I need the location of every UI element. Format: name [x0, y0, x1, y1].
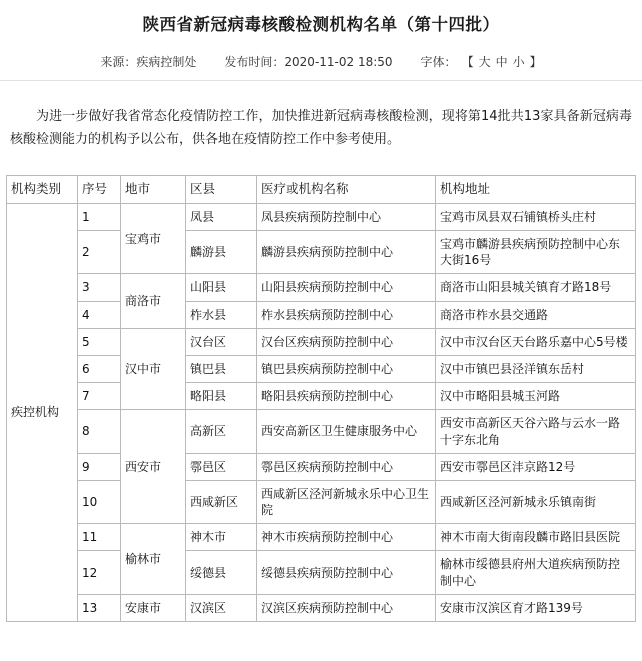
table-row: [7, 383, 636, 410]
cell-city: 商洛市: [121, 274, 186, 328]
cell-no: 13: [78, 594, 121, 621]
cell-no: 11: [78, 524, 121, 551]
cell-city: 榆林市: [121, 524, 186, 595]
cell-no: 9: [78, 453, 121, 480]
cell-addr: 安康市汉滨区育才路139号: [436, 594, 636, 621]
cell-city: 西安市: [121, 410, 186, 524]
cell-no: 7: [78, 383, 121, 410]
cell-city: 宝鸡市: [121, 203, 186, 274]
table-row: [7, 480, 636, 523]
institution-table: [6, 175, 636, 622]
table-header-row: [7, 175, 636, 203]
cell-county: 麟游县: [186, 231, 257, 274]
cell-addr: 汉中市略阳县城玉河路: [436, 383, 636, 410]
cell-county: 鄠邑区: [186, 453, 257, 480]
cell-addr: 神木市南大街南段麟市路旧县医院: [436, 524, 636, 551]
cell-county: 汉台区: [186, 328, 257, 355]
bracket-right: 】: [529, 55, 542, 70]
fontsize-label: 字体：: [420, 55, 457, 70]
cell-county: 凤县: [186, 203, 257, 230]
publish-meta: [224, 53, 392, 70]
table-row: [7, 231, 636, 274]
cell-county: 西咸新区: [186, 480, 257, 523]
cell-county: 高新区: [186, 410, 257, 453]
table-row: [7, 453, 636, 480]
cell-org: 镇巴县疾病预防控制中心: [257, 355, 436, 382]
cell-org: 西安高新区卫生健康服务中心: [257, 410, 436, 453]
table-row: [7, 203, 636, 230]
col-header-no: 序号: [78, 175, 121, 203]
font-size-control[interactable]: [421, 53, 542, 70]
cell-org: 汉台区疾病预防控制中心: [257, 328, 436, 355]
table-row: [7, 328, 636, 355]
table-row: [7, 551, 636, 594]
cell-org: 汉滨区疾病预防控制中心: [257, 594, 436, 621]
cell-org: 神木市疾病预防控制中心: [257, 524, 436, 551]
font-size-large[interactable]: 大: [478, 55, 491, 70]
page-title: 陕西省新冠病毒核酸检测机构名单（第十四批）: [142, 15, 500, 34]
cell-no: 6: [78, 355, 121, 382]
cell-category: 疾控机构: [7, 203, 78, 621]
publish-label: 发布时间：: [224, 55, 285, 70]
table-body: [7, 203, 636, 621]
col-header-category: 机构类别: [7, 175, 78, 203]
table-header: [7, 175, 636, 203]
cell-addr: 宝鸡市麟游县疾病预防控制中心东大街16号: [436, 231, 636, 274]
table-row: [7, 594, 636, 621]
cell-org: 鄠邑区疾病预防控制中心: [257, 453, 436, 480]
cell-org: 麟游县疾病预防控制中心: [257, 231, 436, 274]
cell-no: 10: [78, 480, 121, 523]
col-header-addr: 机构地址: [436, 175, 636, 203]
cell-county: 汉滨区: [186, 594, 257, 621]
cell-city: 汉中市: [121, 328, 186, 410]
font-size-medium[interactable]: 中: [495, 55, 508, 70]
cell-addr: 西安市高新区天谷六路与云水一路十字东北角: [436, 410, 636, 453]
cell-org: 西咸新区泾河新城永乐中心卫生院: [257, 480, 436, 523]
col-header-city: 地市: [121, 175, 186, 203]
table-row: [7, 410, 636, 453]
title-bar: [0, 0, 642, 45]
cell-no: 12: [78, 551, 121, 594]
cell-no: 2: [78, 231, 121, 274]
source-value: 疾病控制处: [136, 55, 197, 70]
table-row: [7, 355, 636, 382]
cell-org: 山阳县疾病预防控制中心: [257, 274, 436, 301]
cell-addr: 西咸新区泾河新城永乐镇南街: [436, 480, 636, 523]
cell-county: 绥德县: [186, 551, 257, 594]
cell-county: 山阳县: [186, 274, 257, 301]
intro-paragraph: 为进一步做好我省常态化疫情防控工作，加快推进新冠病毒核酸检测，现将第14批共13家具备新冠病毒核酸检测能力的机构予以公布，供各地在疫情防控工作中参考使用。: [10, 109, 632, 148]
cell-addr: 西安市鄠邑区沣京路12号: [436, 453, 636, 480]
meta-bar: [0, 45, 642, 81]
cell-org: 绥德县疾病预防控制中心: [257, 551, 436, 594]
cell-addr: 商洛市山阳县城关镇育才路18号: [436, 274, 636, 301]
cell-no: 3: [78, 274, 121, 301]
cell-city: 安康市: [121, 594, 186, 621]
publish-value: 2020-11-02 18:50: [284, 55, 393, 70]
cell-addr: 汉中市镇巴县泾洋镇东岳村: [436, 355, 636, 382]
col-header-org: 医疗或机构名称: [257, 175, 436, 203]
cell-no: 5: [78, 328, 121, 355]
cell-addr: 宝鸡市凤县双石铺镇桥头庄村: [436, 203, 636, 230]
cell-county: 柞水县: [186, 301, 257, 328]
font-size-small[interactable]: 小: [512, 55, 525, 70]
table-row: [7, 301, 636, 328]
cell-addr: 榆林市绥德县府州大道疾病预防控制中心: [436, 551, 636, 594]
source-meta: [100, 53, 196, 70]
bracket-left: 【: [461, 55, 474, 70]
cell-county: 镇巴县: [186, 355, 257, 382]
cell-no: 8: [78, 410, 121, 453]
col-header-county: 区县: [186, 175, 257, 203]
table-row: [7, 274, 636, 301]
cell-county: 神木市: [186, 524, 257, 551]
cell-no: 1: [78, 203, 121, 230]
document-body: [0, 94, 642, 622]
cell-org: 柞水县疾病预防控制中心: [257, 301, 436, 328]
cell-county: 略阳县: [186, 383, 257, 410]
cell-addr: 商洛市柞水县交通路: [436, 301, 636, 328]
table-row: [7, 524, 636, 551]
source-label: 来源：: [100, 55, 137, 70]
cell-org: 略阳县疾病预防控制中心: [257, 383, 436, 410]
cell-org: 凤县疾病预防控制中心: [257, 203, 436, 230]
cell-no: 4: [78, 301, 121, 328]
cell-addr: 汉中市汉台区天台路乐嘉中心5号楼: [436, 328, 636, 355]
